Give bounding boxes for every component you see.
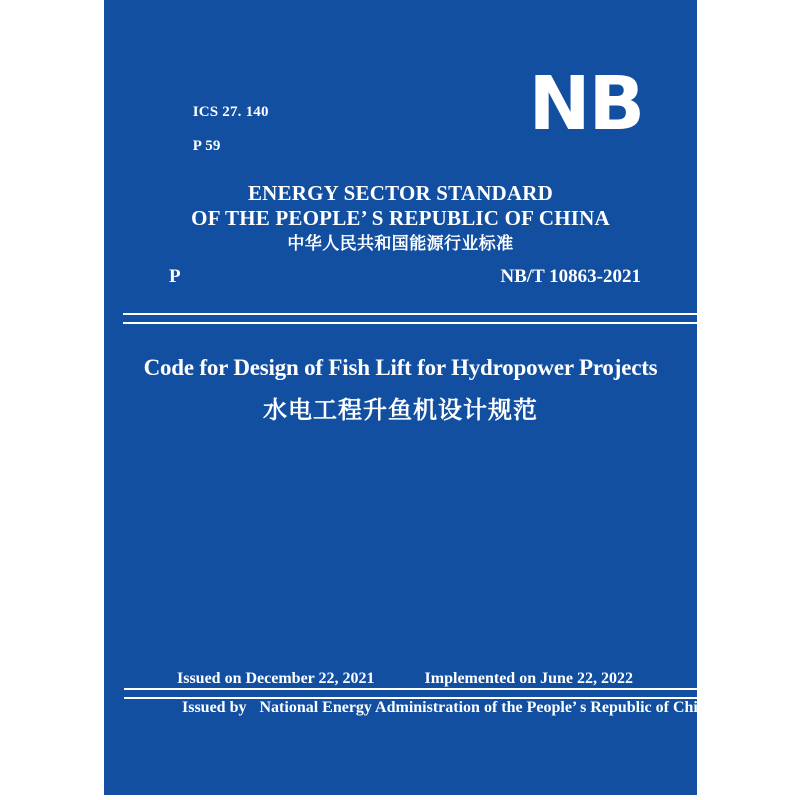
standard-number: NB/T 10863-2021 (500, 266, 641, 287)
issued-by-row (182, 699, 715, 717)
issued-on-date: Issued on December 22, 2021 (177, 670, 375, 687)
doc-class-code: P 59 (192, 138, 221, 154)
standard-type-cn: 中华人民共和国能源行业标准 (287, 234, 514, 253)
standard-cover-page (104, 0, 715, 795)
standard-type-en-line2: OF THE PEOPLE’ S REPUBLIC OF CHINA (191, 206, 610, 230)
code-row (169, 266, 641, 288)
footer-divider-rule (124, 688, 697, 699)
price-class-code: P (169, 266, 181, 287)
ics-code: ICS 27. 140 (192, 104, 269, 120)
issued-by-value: National Energy Administration of the People’ s Republic of China (259, 699, 715, 716)
header-divider-rule (123, 313, 697, 324)
issued-dates-row (177, 670, 633, 688)
implemented-on-date: Implemented on June 22, 2022 (424, 670, 633, 687)
standard-type-en-line1: ENERGY SECTOR STANDARD (247, 181, 554, 205)
title-en: Code for Design of Fish Lift for Hydropower Projects (143, 355, 658, 380)
issued-by-label: Issued by (182, 699, 247, 716)
nb-logo: NB (528, 61, 643, 147)
title-cn: 水电工程升鱼机设计规范 (263, 398, 538, 424)
ics-block (169, 87, 269, 172)
